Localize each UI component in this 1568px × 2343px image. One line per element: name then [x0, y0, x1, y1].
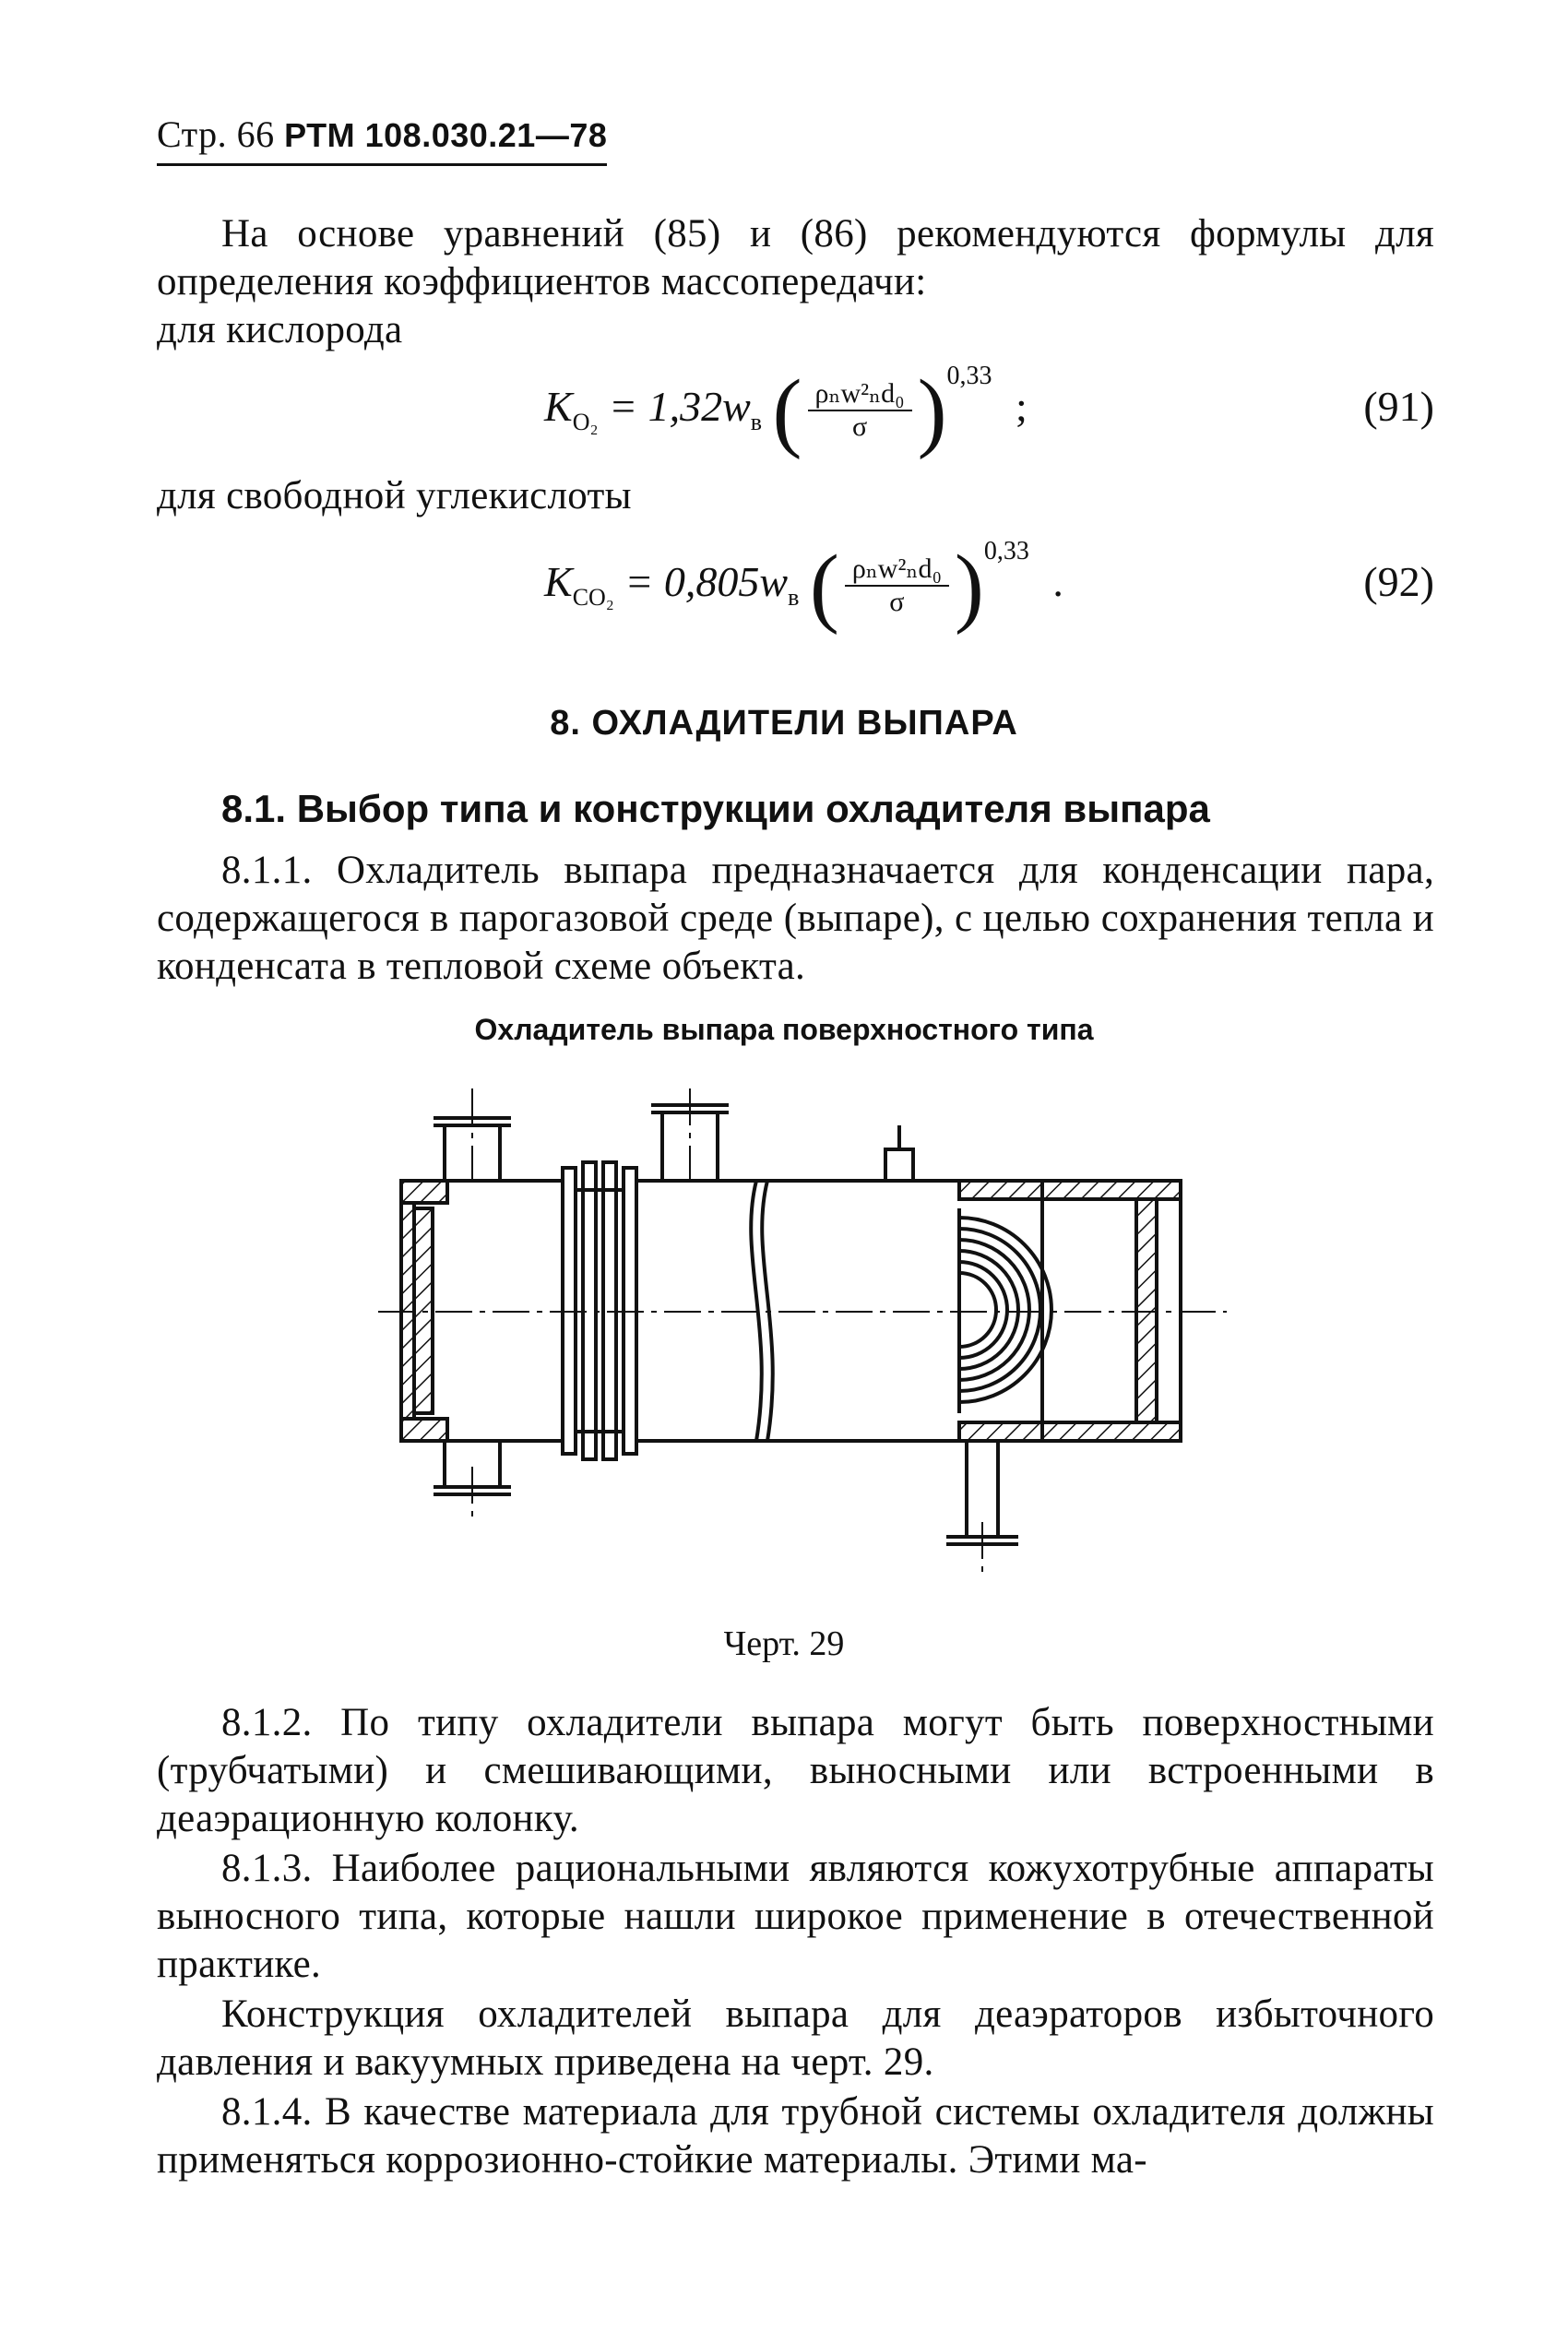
- formula-91: $K_{O_2} = 1,32w_в$ ( $\frac{\text{ρₙw²ₙd₀}}{\sigma}$ )$^{0,33}$ ;: [544, 361, 1028, 460]
- page-header: [157, 113, 607, 166]
- equation-number-92: (92): [1363, 558, 1434, 605]
- paragraph-8-1-3: 8.1.3. Наиболее рациональными являются кожухотрубные аппараты выносного типа, которые нашли широкое применение в отечественной практике.: [157, 1847, 1434, 1986]
- formula-92-coefficient: = 0,805w: [624, 558, 789, 605]
- figure-title: Охладитель выпара поверхностного типа: [474, 1013, 1094, 1046]
- formula-91-fraction: [808, 378, 912, 443]
- section-heading: 8. ОХЛАДИТЕЛИ ВЫПАРА: [550, 704, 1018, 743]
- formula-91-lhs-sub: O₂: [572, 409, 599, 436]
- figure-caption: Черт. 29: [723, 1624, 845, 1663]
- vapor-cooler-drawing: [369, 1088, 1236, 1605]
- formula-92-denominator: σ: [889, 587, 905, 618]
- document-code: РТМ 108.030.21—78: [284, 116, 608, 154]
- formula-92-numerator: ρₙw²ₙd₀: [845, 553, 949, 587]
- oxygen-label: для кислорода: [157, 308, 403, 351]
- formula-91-exponent: 0,33: [946, 362, 992, 390]
- formula-92-fraction: [845, 553, 949, 618]
- formula-91-lhs: K: [544, 383, 573, 430]
- paragraph-8-1-4: 8.1.4. В качестве материала для трубной системы охладителя должны применяться коррозионно-стойкие материалы. Этими ма-: [157, 2090, 1434, 2182]
- formula-91-denominator: σ: [851, 411, 868, 443]
- paragraph-8-1-1: 8.1.1. Охладитель выпара предназначается для конденсации пара, содержащегося в парогазовой среде (выпаре), с целью сохранения тепла и конденсата в тепловой схеме объекта.: [157, 849, 1434, 988]
- formula-91-numerator: ρₙw²ₙd₀: [808, 378, 912, 411]
- formula-92-coef-sub: в: [788, 584, 800, 612]
- formula-91-coef-sub: в: [750, 409, 763, 436]
- co2-label: для свободной углекислоты: [157, 474, 632, 517]
- formula-92-lhs: K: [544, 558, 573, 605]
- intro-paragraph: На основе уравнений (85) и (86) рекомендуются формулы для определения коэффициентов массопередачи:: [157, 212, 1434, 303]
- formula-91-trail: ;: [1016, 383, 1028, 430]
- subsection-heading: 8.1. Выбор типа и конструкции охладителя выпара: [221, 787, 1210, 830]
- equation-number-91: (91): [1363, 383, 1434, 430]
- formula-92-lhs-sub: CO₂: [572, 584, 614, 612]
- page-number: Стр. 66: [157, 113, 275, 155]
- paragraph-construction: Конструкция охладителей выпара для деаэраторов избыточного давления и вакуумных приведена на черт. 29.: [157, 1992, 1434, 2084]
- formula-92-trail: .: [1052, 558, 1063, 605]
- formula-92-exponent: 0,33: [983, 537, 1029, 565]
- paragraph-8-1-2: 8.1.2. По типу охладители выпара могут быть поверхностными (трубчатыми) и смешивающими, выносными или встроенными в деаэрационную колонку.: [157, 1701, 1434, 1840]
- formula-91-coefficient: = 1,32w: [609, 383, 751, 430]
- formula-92: $K_{CO_2} = 0,805w_в$ ( $\frac{\text{ρₙw²ₙd₀}}{\sigma}$ )$^{0,33}$ .: [544, 536, 1063, 636]
